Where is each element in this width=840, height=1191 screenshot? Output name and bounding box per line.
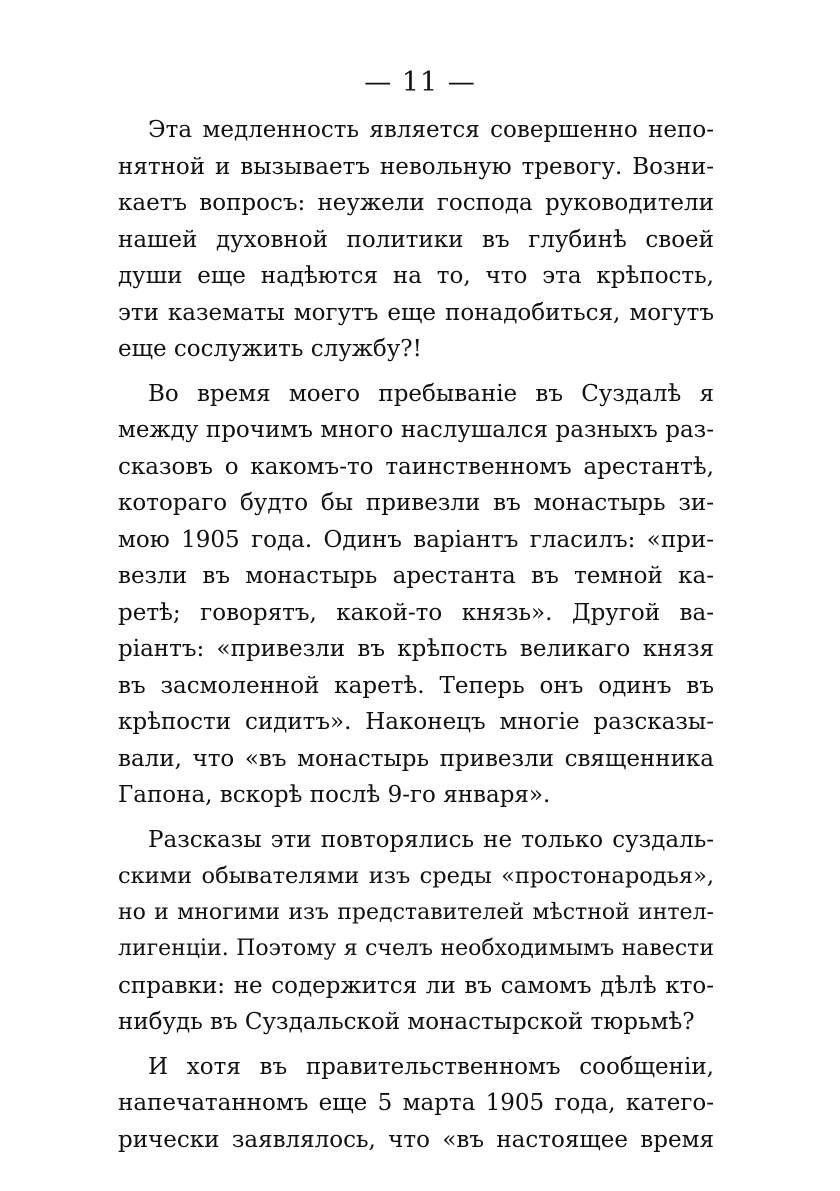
text-line: Гапона, вскорѣ послѣ 9-го января».: [118, 782, 551, 808]
text-line: каетъ вопросъ: неужели господа руководители: [118, 190, 714, 216]
body-text: [118, 112, 714, 1158]
text-line: Во время моего пребываніе въ Суздалѣ я: [148, 380, 714, 407]
text-line: крѣпости сидитъ». Наконецъ многіе разсказы-: [118, 709, 714, 735]
paragraph: [118, 112, 714, 368]
text-line: И хотя въ правительственномъ сообщеніи,: [148, 1053, 714, 1080]
text-line: скими обывателями изъ среды «простонародья»,: [118, 863, 714, 889]
text-line: ріантъ: «привезли въ крѣпость великаго князя: [118, 636, 714, 662]
text-line: сказовъ о какомъ-то таинственномъ арестантѣ,: [118, 453, 714, 480]
text-line: Разсказы эти повторялись не только суздаль-: [148, 826, 714, 853]
text-line: эти казематы могутъ еще понадобиться, могутъ: [118, 299, 714, 326]
text-line: рически заявлялось, что «въ настоящее время: [118, 1126, 714, 1153]
text-line: въ засмоленной каретѣ. Теперь онъ одинъ въ: [118, 672, 714, 699]
text-line: нашей духовной политики въ глубинѣ своей: [118, 226, 714, 253]
text-line: между прочимъ много наслушался разныхъ раз-: [118, 417, 714, 443]
text-line: нибудь въ Суздальской монастырской тюрьмѣ?: [118, 1009, 695, 1035]
paragraph: [118, 376, 714, 814]
text-line: мою 1905 года. Одинъ варіантъ гласилъ: «при-: [118, 526, 714, 553]
text-line: везли въ монастырь арестанта въ темной ка-: [118, 563, 714, 589]
text-line: нятной и вызываетъ невольную тревогу. Возни-: [118, 153, 714, 180]
text-line: Эта медленность является совершенно непо-: [148, 117, 714, 143]
text-line: лигенціи. Поэтому я счелъ необходимымъ навести: [118, 936, 714, 961]
text-line: еще сослужить службу?!: [118, 336, 422, 362]
page-number: — 11 —: [364, 67, 476, 98]
paragraph: [118, 1049, 714, 1159]
text-line: ретѣ; говорятъ, какой-то князь». Другой ва-: [118, 599, 714, 626]
paragraph-gap: [118, 1041, 714, 1049]
paragraph-gap: [118, 368, 714, 376]
text-line: но и многими изъ представителей мѣстной интел-: [118, 899, 714, 925]
text-line: души еще надѣются на то, что эта крѣпость,: [118, 263, 714, 289]
text-line: справки: не содержится ли въ самомъ дѣлѣ кто-: [118, 972, 714, 999]
paragraph: [118, 822, 714, 1041]
text-line: вали, что «въ монастырь привезли священника: [118, 745, 714, 772]
text-line: котораго будто бы привезли въ монастырь зи-: [118, 490, 714, 516]
text-line: напечатанномъ еще 5 марта 1905 года, катего-: [118, 1090, 714, 1116]
paragraph-gap: [118, 814, 714, 822]
